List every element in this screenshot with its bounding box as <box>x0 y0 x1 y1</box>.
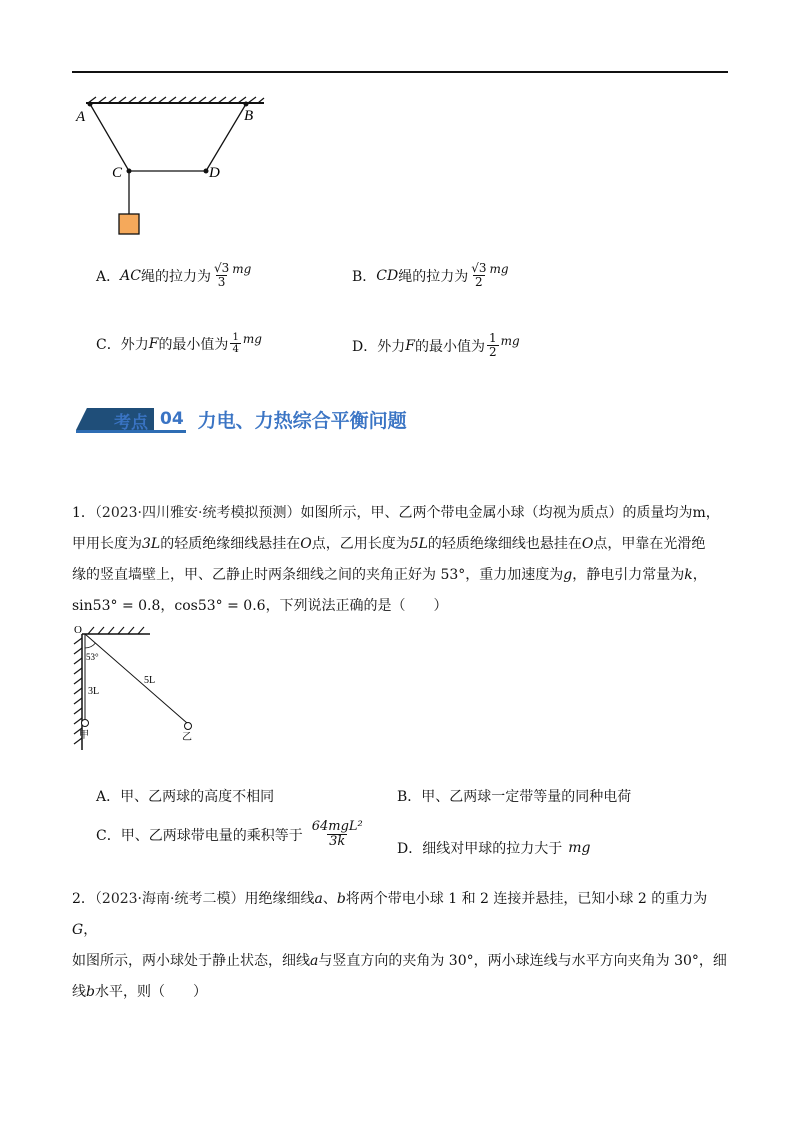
option-a[interactable]: A． AC 绳的拉力为 $\frac{√3}{3}$ mg <box>96 261 252 290</box>
label-b: B <box>244 108 254 124</box>
header-rule <box>72 71 728 73</box>
label-jia: 甲 <box>79 730 89 741</box>
section-title: 力电、力热综合平衡问题 <box>197 409 407 432</box>
fraction: $\frac{√3}{2}$ <box>471 261 487 290</box>
label-yi: 乙 <box>182 732 192 743</box>
rope-bd <box>206 104 246 171</box>
label-a: A <box>76 109 86 125</box>
fraction: $\frac{√3}{3}$ <box>213 261 230 290</box>
label-angle: 53° <box>86 652 99 662</box>
section-heading <box>76 404 407 434</box>
label-3l: 3L <box>88 686 100 697</box>
q1-option-a[interactable]: A．甲、乙两球的高度不相同 <box>96 789 275 805</box>
section-number: 04 <box>160 409 184 429</box>
option-b[interactable]: B． CD 绳的拉力为 $\frac{√3}{2}$ mg <box>352 261 509 290</box>
section-badge: 考点 <box>76 408 154 430</box>
q1-option-d[interactable]: D．细线对甲球的拉力大于 mg <box>397 840 591 857</box>
q1-option-c[interactable]: C．甲、乙两球带电量的乘积等于 $\frac{\text{64mgL²}}{3k}$ <box>96 819 363 850</box>
hanging-block <box>119 214 139 234</box>
fraction: $\frac{1}{4}$ <box>232 332 239 355</box>
figure-wall-two-balls <box>68 622 228 752</box>
question-2-text: 2．（2023·海南·统考二模）用绝缘细线a、b将两个带电小球 1 和 2 连接并悬挂，已知小球 2 的重力为G， 如图所示，两小球处于静止状态，细线a与竖直方向的夹角为 30°，两小球连线与水平方向夹角为 30°，细 线b水平，则（ ） <box>72 891 727 1000</box>
q1-option-b[interactable]: B．甲、乙两球一定带等量的同种电荷 <box>397 789 632 805</box>
label-o: O <box>74 624 82 636</box>
fraction: $\frac{\text{64mgL²}}{3k}$ <box>311 819 363 850</box>
label-c: C <box>112 165 123 181</box>
rope-ac <box>90 104 129 171</box>
option-c[interactable]: C． 外力 F 的最小值为 $\frac{1}{4}$ mg <box>96 331 262 355</box>
question-1-text: 1．（2023·四川雅安·统考模拟预测）如图所示，甲、乙两个带电金属小球（均视为质点）的质量均为m， 甲用长度为3L的轻质绝缘细线悬挂在O点，乙用长度为5L的轻质绝缘细线也悬挂在O点，甲靠在光滑绝 缘的竖直墙壁上，甲、乙静止时两条细线之间的夹角正好为 53°，重力加速度为g，静电引力常量为k， sin53° = 0.8，cos53° = 0.6，下列说法正确的是（ ） <box>72 505 720 614</box>
fraction: $\frac{1}{2}$ <box>488 331 497 360</box>
option-d[interactable]: D． 外力 F 的最小值为 $\frac{1}{2}$ mg <box>352 331 520 360</box>
label-5l: 5L <box>144 675 156 686</box>
label-d: D <box>209 165 220 181</box>
figure-ceiling-rope-system <box>74 96 274 238</box>
